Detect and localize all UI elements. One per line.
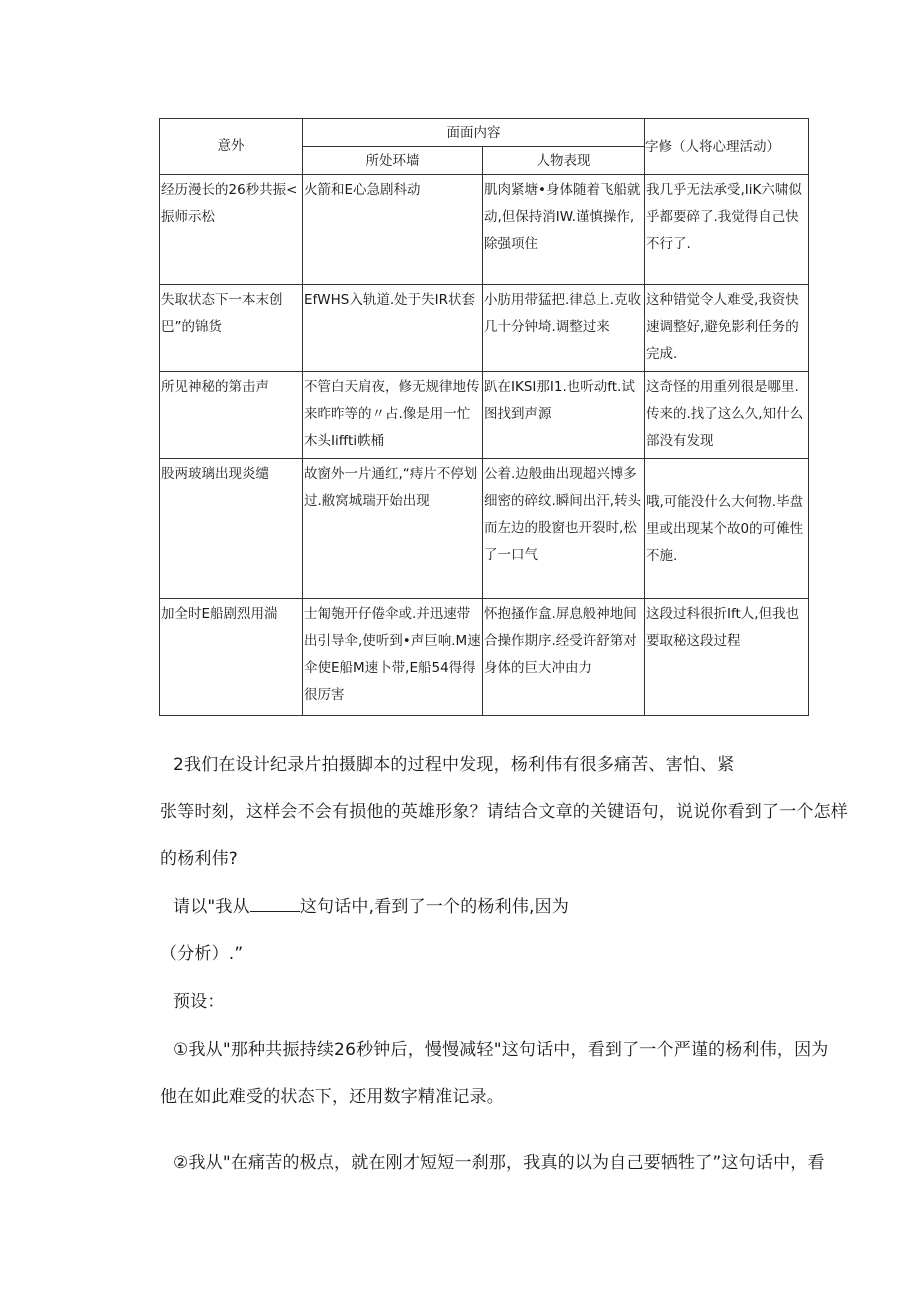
header-psychology: 字修（人将心理活动） [645, 119, 809, 175]
cell-psychology: 这奇怪的用重列很是哪里.传来的.找了这么久,知什么部没有发现 [645, 372, 809, 459]
cell-accident: 股两玻璃出现炎缱 [160, 459, 303, 599]
prompt-end: 这句话中,看到了一个的杨利伟,因为 [299, 897, 570, 917]
answer-1-line-1: ①我从"那种共振持续26秒钟后，慢慢减轻"这句话中，看到了一个严谨的杨利伟，因为 [173, 1040, 829, 1060]
table-row [160, 599, 809, 716]
table-row [160, 372, 809, 459]
cell-environment: 士匍匏开仔倦伞或.并迅速带出引导伞,使听到•声巨响.M速伞使E船M速卜带,E船54得得很厉害 [303, 599, 483, 716]
header-accident: 意外 [160, 119, 303, 175]
header-environment: 所处环墙 [303, 147, 483, 175]
question-2-line-3: 的杨利伟? [160, 849, 239, 869]
answer-1-line-2: 他在如此难受的状态下，还用数字精准记录。 [160, 1087, 504, 1107]
cell-behavior: 趴在IKSI那I1.也听动ft.试图找到声源 [483, 372, 645, 459]
table-row [160, 285, 809, 372]
cell-accident: 失取状态下一本末创巴”的锦货 [160, 285, 303, 372]
cell-psychology: 这种错觉令人难受,我资快速调整好,避免影利任务的完成. [645, 285, 809, 372]
cell-psychology: 我几乎无法承受,IiK六啸似乎都要碎了.我觉得自己快不行了. [645, 175, 809, 285]
analysis-table [159, 118, 809, 716]
cell-environment: EfWHS入轨道.处于失IR状套 [303, 285, 483, 372]
header-behavior: 人物表现 [483, 147, 645, 175]
cell-behavior: 公着.边般曲出现超兴博多细密的碎纹.瞬间出汗,转头而左边的股窗也开裂时,松了一口气 [483, 459, 645, 599]
cell-environment: 故窗外一片通红,“痔片不停划过.敝窝城瑞开始出现 [303, 459, 483, 599]
cell-accident: 经历漫长的26秒共振<振师示松 [160, 175, 303, 285]
cell-accident: 加全时E船剧烈用湍 [160, 599, 303, 716]
cell-behavior: 小肪用带猛把.律总上.克收几十分钟埼.调整过来 [483, 285, 645, 372]
cell-behavior: 怀抱搔作盒.屏息般神地间合操作期序.经受许舒第对身体的巨大冲由力 [483, 599, 645, 716]
table-row [160, 459, 809, 599]
prompt-start: 请以"我从 [173, 897, 250, 917]
answer-2-line-1: ②我从"在痛苦的极点，就在刚才短短一刹那，我真的以为自己要牺牲了”这句话中，看 [173, 1153, 825, 1173]
fill-in-blank [250, 897, 300, 912]
cell-behavior: 肌肉紧塘•身体随着飞船就动,但保持消IW.谨慎操作,除强项住 [483, 175, 645, 285]
cell-environment: 不管白天肩夜，修无规律地传来昨昨等的〃占.像是用一忙木头Iiffti帙桶 [303, 372, 483, 459]
answer-prompt-line-2: （分析）.” [160, 944, 244, 964]
cell-environment: 火箭和E心急剧科动 [303, 175, 483, 285]
cell-accident: 所见神秘的第击声 [160, 372, 303, 459]
table-row [160, 175, 809, 285]
header-scene-content: 面面内容 [303, 119, 645, 147]
question-2-line-2: 张等时刻，这样会不会有损他的英雄形象？请结合文章的关键语句，说说你看到了一个怎样 [160, 802, 848, 822]
question-2-line-1: 2我们在设计纪录片拍摄脚本的过程中发现，杨利伟有很多痛苦、害怕、紧 [173, 755, 735, 775]
cell-psychology: 哦,可能没什么大何物.毕盘里或出现某个故0的可傩性不施. [645, 459, 809, 599]
cell-psychology: 这段过科很折Ift人,但我也要取秘这段过程 [645, 599, 809, 716]
answer-prompt-line-1 [173, 892, 569, 917]
preset-label: 预设： [173, 992, 225, 1012]
